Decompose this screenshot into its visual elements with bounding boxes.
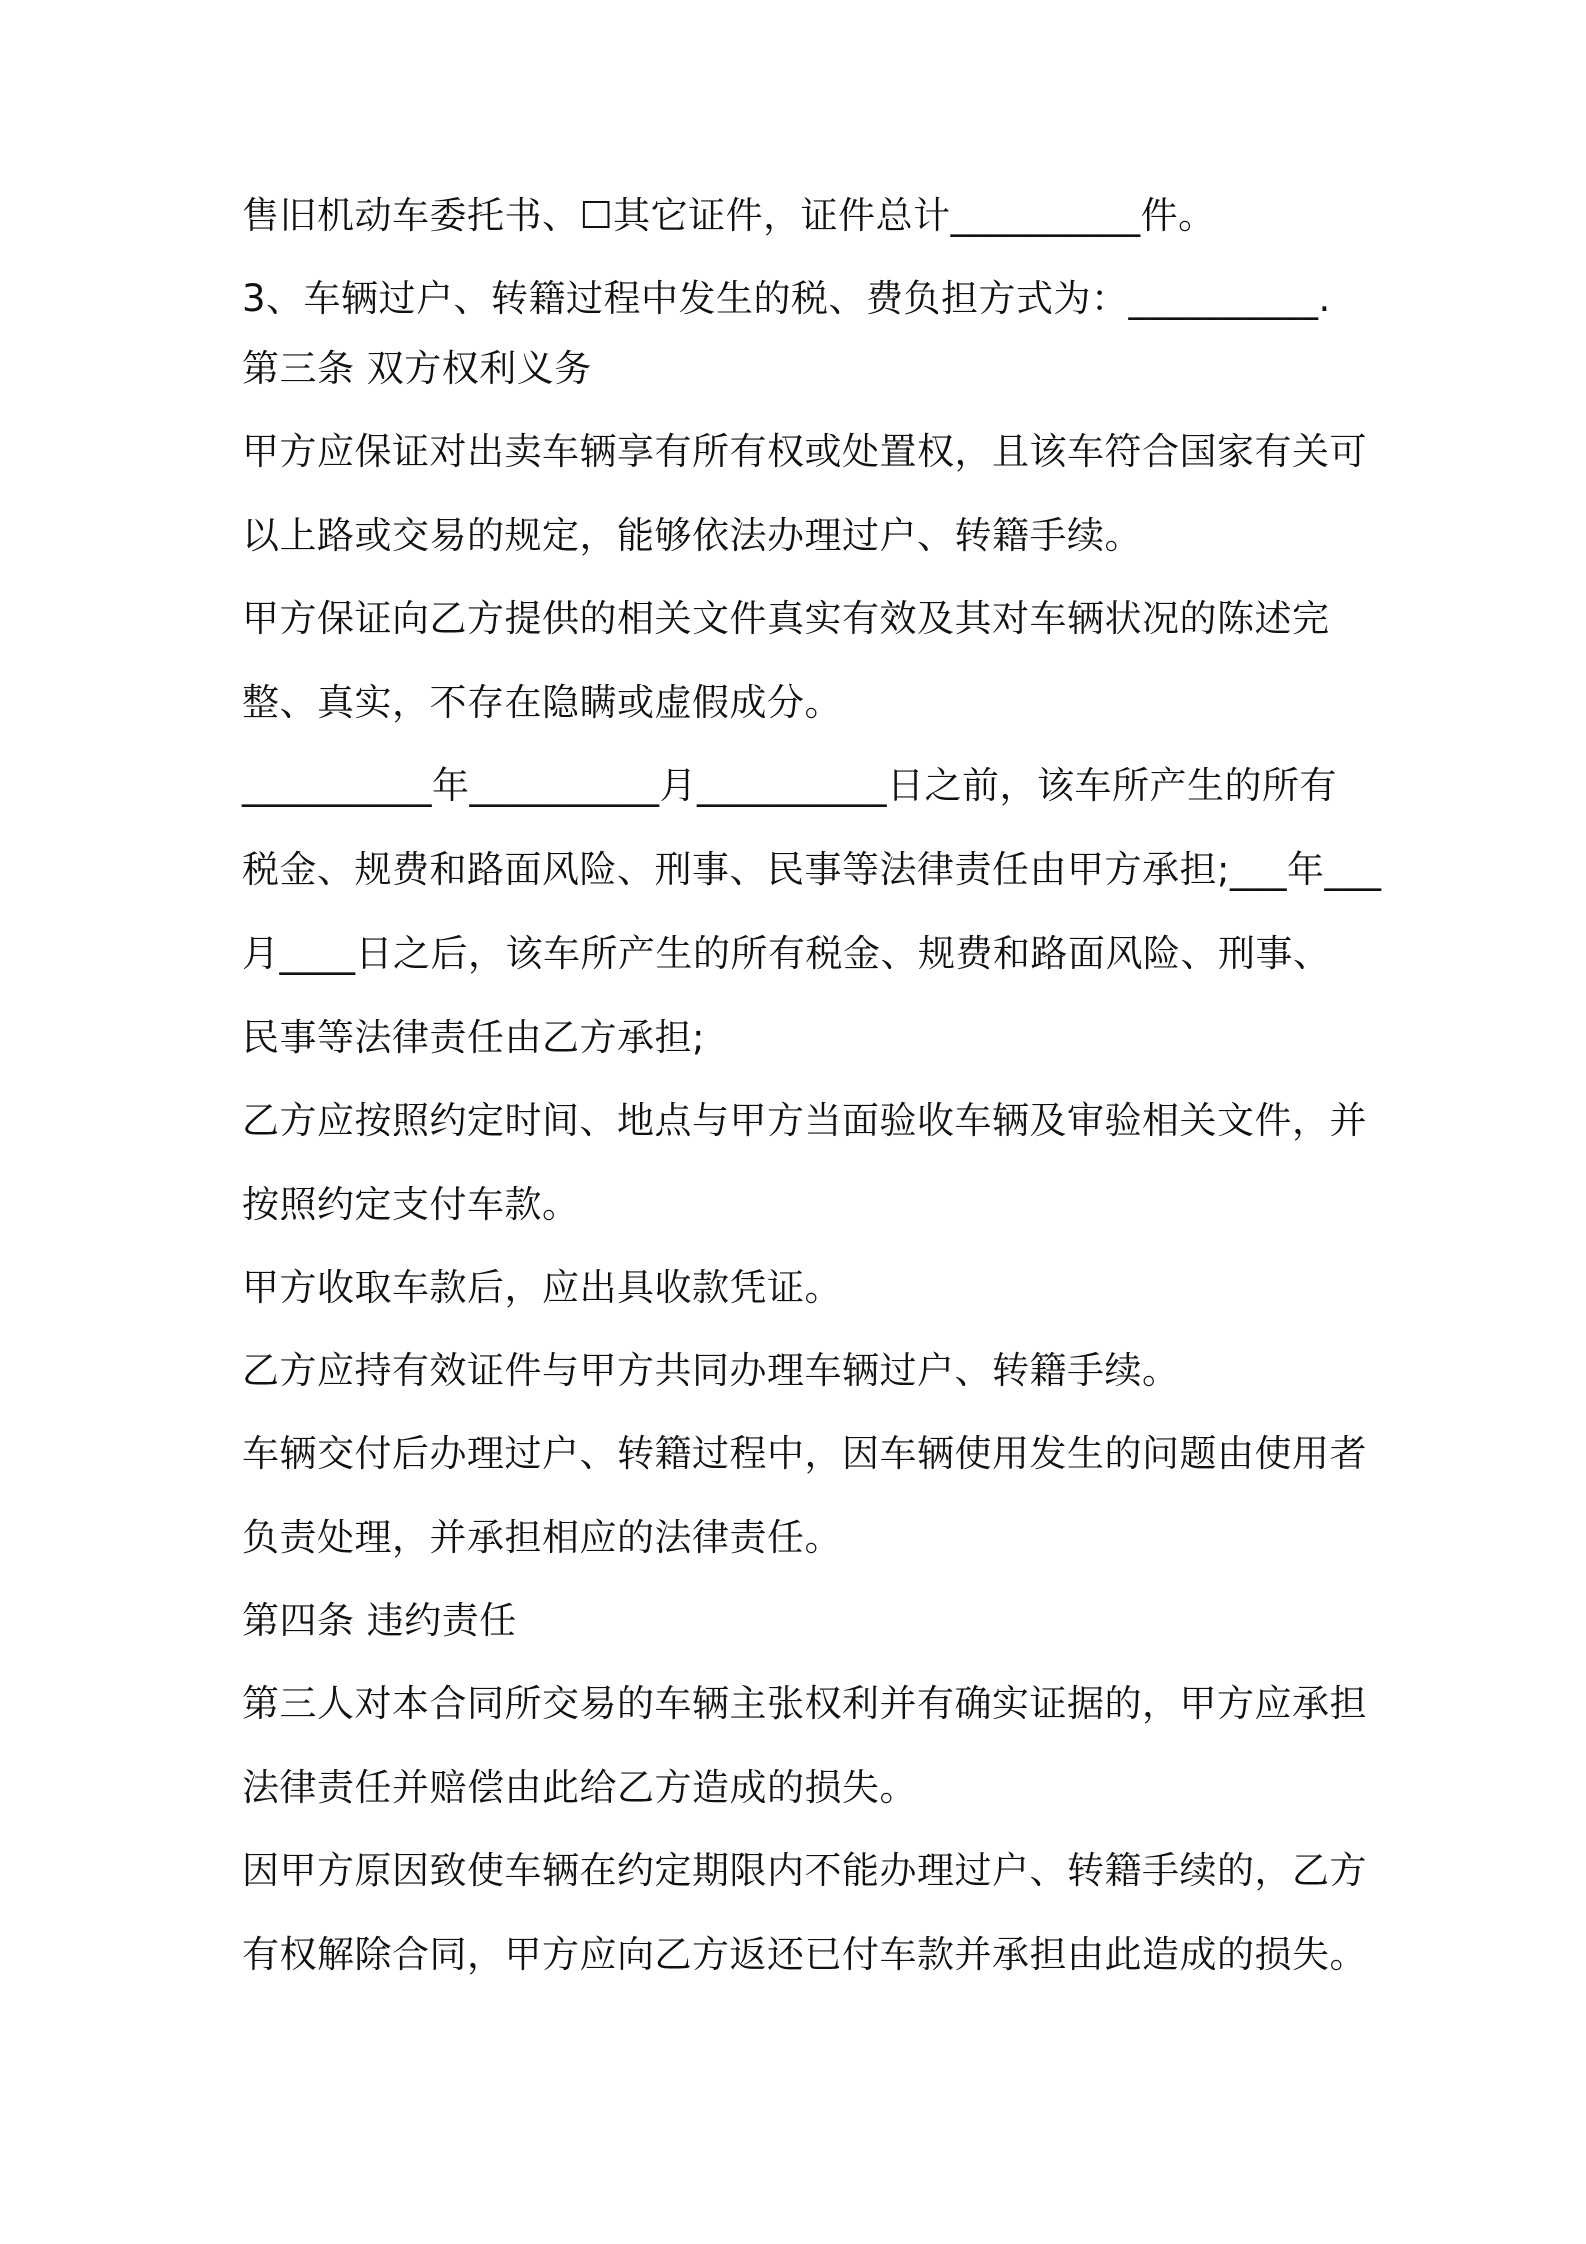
text-line-tax-burden: 3、车辆过户、转籍过程中发生的税、费负担方式为：__________.: [242, 277, 1331, 320]
text-line: 第三人对本合同所交易的车辆主张权利并有确实证据的，甲方应承担: [242, 1682, 1367, 1725]
text-line: 有权解除合同，甲方应向乙方返还已付车款并承担由此造成的损失。: [242, 1933, 1367, 1976]
text-line: 月____日之后，该车所产生的所有税金、规费和路面风险、刑事、: [242, 932, 1331, 975]
text-line: 法律责任并赔偿由此给乙方造成的损失。: [242, 1766, 917, 1809]
text-line: 乙方应按照约定时间、地点与甲方当面验收车辆及审验相关文件，并: [242, 1099, 1367, 1142]
text-line: 车辆交付后办理过户、转籍过程中，因车辆使用发生的问题由使用者: [242, 1432, 1367, 1475]
text-line: 甲方收取车款后，应出具收款凭证。: [242, 1266, 842, 1309]
text-line: 以上路或交易的规定，能够依法办理过户、转籍手续。: [242, 514, 1142, 557]
text-line: 因甲方原因致使车辆在约定期限内不能办理过户、转籍手续的，乙方: [242, 1849, 1367, 1892]
document-page: [242, 194, 1382, 1976]
text-line: 负责处理，并承担相应的法律责任。: [242, 1516, 842, 1559]
text-line: 乙方应持有效证件与甲方共同办理车辆过户、转籍手续。: [242, 1349, 1180, 1392]
text-line: 甲方保证向乙方提供的相关文件真实有效及其对车辆状况的陈述完: [242, 597, 1330, 640]
text-line: 甲方应保证对出卖车辆享有所有权或处置权，且该车符合国家有关可: [242, 430, 1367, 473]
text-line: 税金、规费和路面风险、刑事、民事等法律责任由甲方承担;___年___: [242, 848, 1382, 891]
text-line-date-blanks: __________年__________月__________日之前，该车所产生的所有: [242, 764, 1337, 807]
section-heading-rights-obligations: 第三条 双方权利义务: [242, 347, 592, 390]
text-line: 民事等法律责任由乙方承担;: [242, 1016, 705, 1059]
text-line: 整、真实，不存在隐瞒或虚假成分。: [242, 681, 842, 724]
text-line: 按照约定支付车款。: [242, 1183, 580, 1226]
text-line-certificates: 售旧机动车委托书、☐其它证件，证件总计__________件。: [242, 194, 1216, 237]
section-heading-breach-liability: 第四条 违约责任: [242, 1599, 517, 1642]
